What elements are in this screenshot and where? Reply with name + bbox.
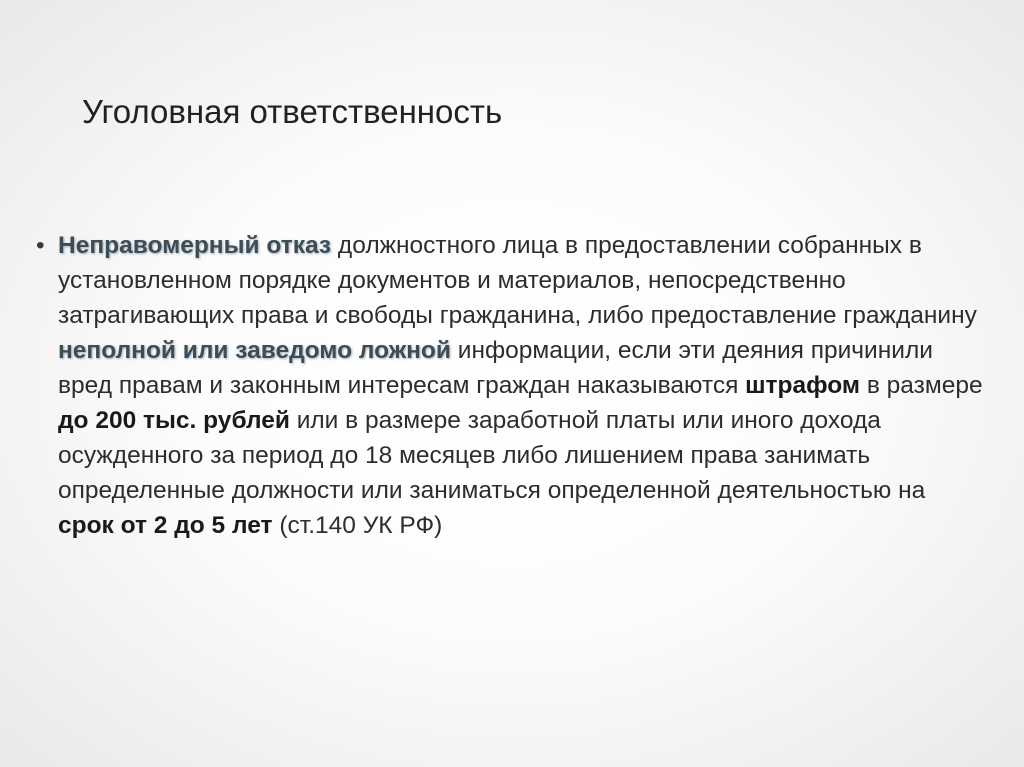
bullet-item bbox=[36, 228, 986, 543]
highlight-unlawful-refusal: Неправомерный отказ bbox=[58, 232, 332, 259]
text-segment: должностного лица в предоставлении собранных в установленном порядке документов и материалов, непосредственно затрагивающих права и свободы гражданина, либо предоставление гражданину bbox=[58, 232, 977, 329]
text-segment: (ст.140 УК РФ) bbox=[272, 512, 443, 539]
bold-fine: штрафом bbox=[745, 372, 861, 399]
bold-term: срок от 2 до 5 лет bbox=[58, 512, 273, 539]
text-segment: в размере bbox=[860, 372, 983, 399]
bold-amount: до 200 тыс. рублей bbox=[58, 407, 290, 434]
bullet-text bbox=[58, 228, 986, 543]
text-segment: информации, если эти деяния причинили вред правам и законным интересам граждан наказываются bbox=[58, 337, 933, 399]
highlight-incomplete-false: неполной или заведомо ложной bbox=[58, 337, 451, 364]
slide-title: Уголовная ответственность bbox=[82, 93, 503, 130]
slide-content bbox=[36, 228, 986, 543]
text-segment: или в размере заработной платы или иного дохода осужденного за период до 18 месяцев либо лишением права занимать определенные должности или заниматься определенной деятельностью на bbox=[58, 407, 926, 504]
bullet-marker: • bbox=[36, 232, 45, 259]
